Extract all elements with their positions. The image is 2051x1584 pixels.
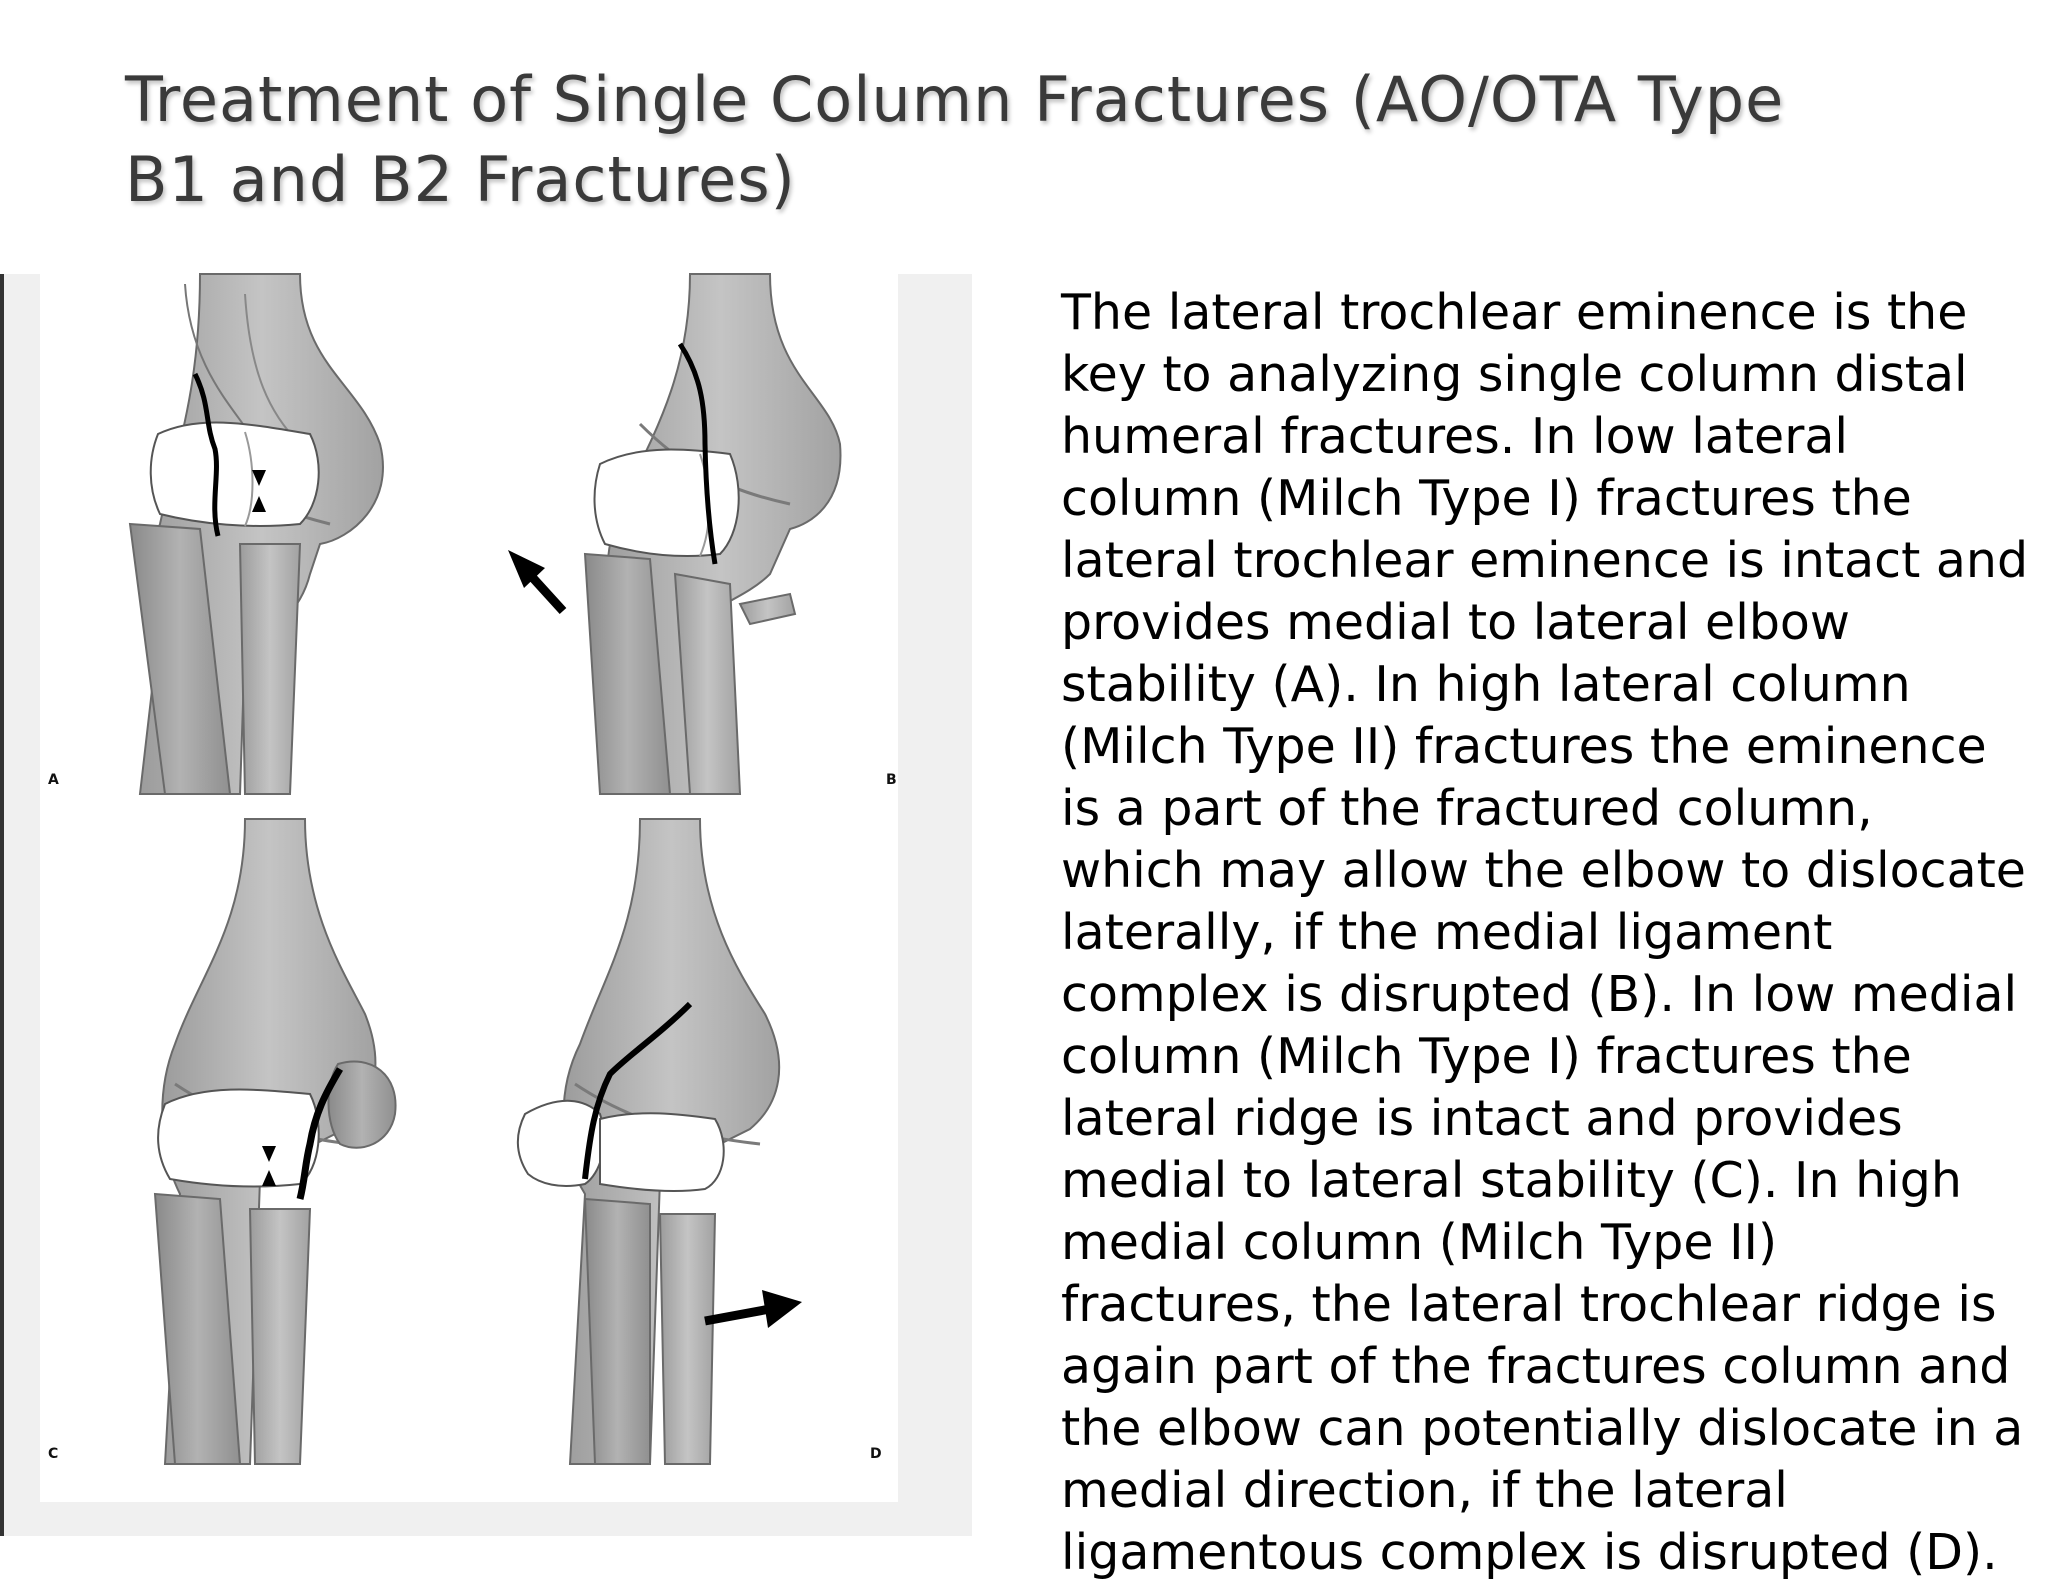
description-line: laterally, if the medial ligament [1061, 904, 1833, 961]
panel-label-a: A [48, 772, 59, 788]
description-line: provides medial to lateral elbow [1061, 594, 1850, 651]
description-line: which may allow the elbow to dislocate [1061, 842, 2026, 899]
description-line: (Milch Type II) fractures the eminence [1061, 718, 1987, 775]
panel-label-d: D [870, 1446, 882, 1462]
description-line: complex is disrupted (B). In low medial [1061, 966, 2018, 1023]
description-line: medial column (Milch Type II) [1061, 1214, 1778, 1271]
description-line: key to analyzing single column distal [1061, 346, 1968, 403]
description-line: medial direction, if the lateral [1061, 1462, 1788, 1519]
description-line: The lateral trochlear eminence is the [1061, 284, 1968, 341]
panel-label-c: C [48, 1446, 59, 1462]
description-line: lateral ridge is intact and provides [1061, 1090, 1903, 1147]
description-line: is a part of the fractured column, [1061, 780, 1873, 837]
figure-left-border [0, 274, 4, 1536]
description-line: column (Milch Type I) fractures the [1061, 1028, 1912, 1085]
panel-label-b: B [886, 772, 897, 788]
slide-title-line-1: Treatment of Single Column Fractures (AO/OTA Type [125, 63, 1785, 136]
description-line: the elbow can potentially dislocate in a [1061, 1400, 2024, 1457]
description-line: lateral trochlear eminence is intact and [1061, 532, 2029, 589]
description-line: again part of the fractures column and [1061, 1338, 2011, 1395]
description-line: ligamentous complex is disrupted (D). [1061, 1524, 1998, 1581]
description-line: fractures, the lateral trochlear ridge is [1061, 1276, 1997, 1333]
description-line: column (Milch Type I) fractures the [1061, 470, 1912, 527]
description-line: stability (A). In high lateral column [1061, 656, 1911, 713]
slide-title-line-2: B1 and B2 Fractures) [125, 143, 796, 216]
description-paragraph [1061, 282, 2051, 1581]
slide-title [125, 60, 1985, 220]
elbow-illustrations [0, 274, 972, 1536]
elbow-fracture-figure [0, 274, 972, 1536]
description-line: medial to lateral stability (C). In high [1061, 1152, 1962, 1209]
description-line: humeral fractures. In low lateral [1061, 408, 1848, 465]
